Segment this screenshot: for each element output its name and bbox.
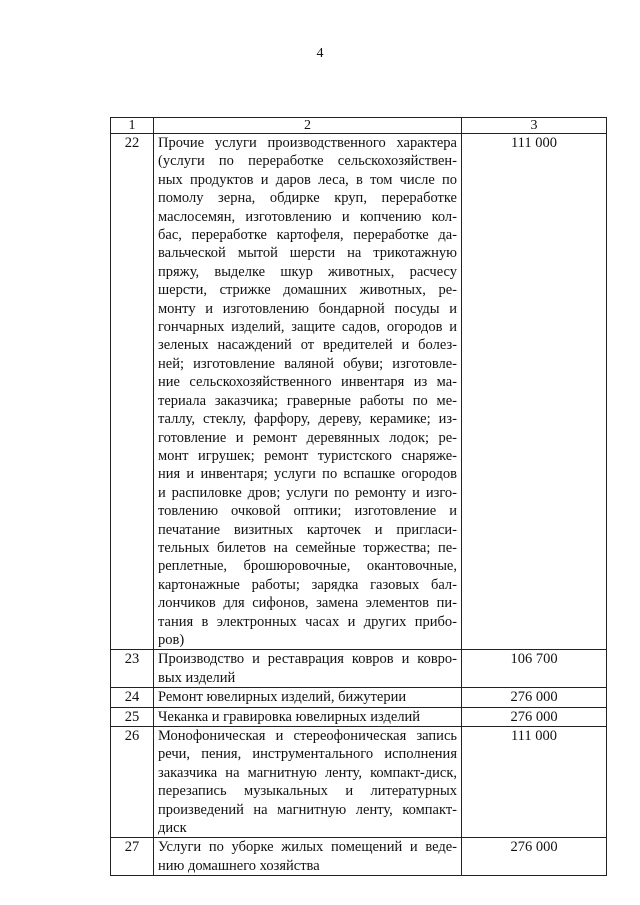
description-line: и распиловке дров; услуги по ремонту и изго-: [158, 484, 457, 501]
description-line: ние сельскохозяйственного инвентаря из ма-: [158, 374, 457, 391]
description-line: бас, переработке картофеля, переработке да-: [158, 227, 457, 244]
table-row: [111, 134, 607, 650]
table-header-row: [111, 118, 607, 134]
description-line: речи, пения, инструментального исполнения: [158, 746, 457, 763]
description-line: (услуги по переработке сельскохозяйствен-: [158, 153, 457, 170]
service-description: [154, 650, 462, 688]
description-line: териала заказчика; граверные работы по ме-: [158, 392, 457, 409]
table-row: [111, 650, 607, 688]
description-line: Монофоническая и стереофоническая запись: [158, 728, 457, 744]
description-line: лончиков для сифонов, замена элементов пи-: [158, 595, 457, 612]
row-number: 26: [111, 727, 154, 838]
description-line: помолу зерна, обдирке круп, переработке: [158, 190, 457, 207]
description-line: Производство и реставрация ковров и ковро-: [158, 651, 457, 668]
description-line: товлению очковой оптики; изготовление и: [158, 503, 457, 520]
description-line: Услуги по уборке жилых помещений и веде-: [158, 839, 457, 856]
description-line: картонажные работы; зарядка газовых бал-: [158, 576, 457, 593]
description-line: реплетные, брошюровочные, окантовочные,: [158, 558, 457, 575]
description-line: зеленых насаждений от вредителей и болез-: [158, 337, 457, 354]
page-number: 4: [316, 46, 324, 61]
service-description: [154, 134, 462, 650]
description-line: заказчика на магнитную ленту, компакт-диск,: [158, 764, 457, 781]
row-number: 24: [111, 688, 154, 707]
service-value: 111 000: [462, 727, 607, 838]
description-line: пряжу, выделке шкур животных, расчесу: [158, 263, 457, 280]
description-line: перезапись музыкальных и литературных: [158, 783, 457, 800]
description-line: маслосемян, изготовлению и копчению кол-: [158, 208, 457, 225]
description-line: монту и изготовлению бондарной посуды и: [158, 300, 457, 317]
service-description: [154, 688, 462, 707]
description-line: монт игрушек; ремонт туристского снаряже-: [158, 447, 457, 464]
description-line: вых изделий: [158, 669, 236, 686]
description-line: Прочие услуги производственного характера: [158, 135, 457, 151]
column-header-1: 1: [111, 118, 154, 134]
description-line: шерсти, стрижке домашних животных, ре-: [158, 282, 457, 299]
description-line: произведений на магнитную ленту, компакт-: [158, 801, 457, 818]
description-line: тельных билетов на семейные торжества; пе-: [158, 539, 457, 556]
row-number: 23: [111, 650, 154, 688]
description-line: нию домашнего хозяйства: [158, 857, 320, 874]
column-header-2: 2: [154, 118, 462, 134]
description-line: ния и инвентаря; услуги по вспашке огородов: [158, 466, 457, 483]
service-value: 276 000: [462, 838, 607, 876]
description-line: тания в электронных часах и других прибо-: [158, 613, 457, 630]
description-line: Ремонт ювелирных изделий, бижутерии: [158, 689, 407, 706]
description-line: вальческой мытой шерсти на трикотажную: [158, 245, 457, 262]
description-line: диск: [158, 820, 187, 837]
service-description: [154, 838, 462, 876]
table-row: [111, 838, 607, 876]
description-line: ней; изготовление валяной обуви; изготовле-: [158, 355, 457, 372]
service-value: 276 000: [462, 707, 607, 726]
service-description: [154, 727, 462, 838]
table-row: [111, 688, 607, 707]
row-number: 27: [111, 838, 154, 876]
description-line: печатание визитных карточек и пригласи-: [158, 521, 457, 538]
service-value: 111 000: [462, 134, 607, 650]
description-line: Чеканка и гравировка ювелирных изделий: [158, 708, 421, 725]
description-line: ров): [158, 631, 185, 648]
service-value: 276 000: [462, 688, 607, 707]
row-number: 25: [111, 707, 154, 726]
column-header-3: 3: [462, 118, 607, 134]
description-line: ных продуктов и даров леса, в том числе по: [158, 171, 457, 188]
table-row: [111, 707, 607, 726]
table-row: [111, 727, 607, 838]
service-value: 106 700: [462, 650, 607, 688]
services-table: [110, 117, 607, 876]
row-number: 22: [111, 134, 154, 650]
service-description: [154, 707, 462, 726]
description-line: таллу, стеклу, фарфору, дереву, керамике; из-: [158, 411, 457, 428]
description-line: гончарных изделий, защите садов, огородов и: [158, 319, 457, 336]
description-line: готовление и ремонт деревянных лодок; ре-: [158, 429, 457, 446]
